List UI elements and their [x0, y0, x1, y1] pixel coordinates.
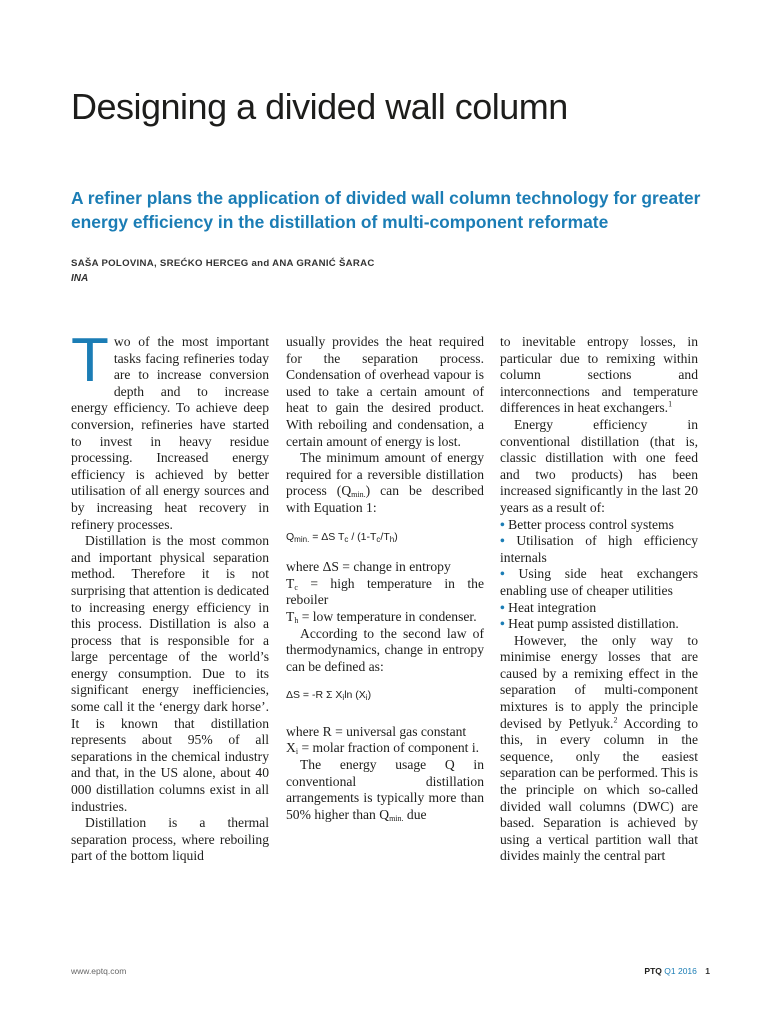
subscript: h — [389, 534, 395, 544]
bullet-icon: • — [500, 616, 505, 632]
bullet-item — [500, 600, 698, 617]
bullet-text: Heat integration — [508, 599, 597, 615]
definition-text: = high temperature in the reboiler — [286, 575, 484, 608]
bullet-icon: • — [500, 533, 505, 549]
eq-term: Q — [286, 530, 295, 543]
eq-term: /T — [380, 530, 390, 543]
article-title: Designing a divided wall column — [71, 86, 568, 127]
subscript: c — [376, 534, 381, 544]
bullet-item — [500, 533, 698, 566]
bullet-text: Utilisation of high efficiency internals — [500, 533, 698, 565]
bullet-icon: • — [500, 566, 505, 582]
paragraph: Energy efficiency in conventional distillation (that is, classic distillation with one feed and two products) has been increased significantly in the last 20 years as a result of: — [500, 416, 698, 515]
paragraph-intro — [71, 326, 269, 533]
paragraph-text: The energy usage Q in conventional distillation arrangements is typically more than 50% higher than Q — [286, 757, 484, 822]
drop-cap: T — [71, 326, 109, 395]
article-standfirst: A refiner plans the application of divided wall column technology for greater energy efficiency in the distillation of multi-component reformate — [71, 188, 701, 232]
subscript: h — [294, 615, 299, 625]
paragraph — [500, 633, 698, 865]
body-column-1 — [71, 326, 269, 865]
subscript: min. — [294, 534, 310, 544]
bullet-item — [500, 517, 698, 534]
reference-superscript: 2 — [613, 715, 618, 725]
paragraph-text: The minimum amount of energy required for a reversible distillation process (Q — [286, 450, 484, 499]
definition-text: = molar fraction of component i. — [298, 740, 479, 756]
subscript: c — [294, 582, 298, 592]
eq-term: / (1-T — [348, 530, 377, 543]
subscript: i — [342, 693, 345, 703]
definition: where ΔS = change in entropy — [286, 559, 451, 575]
paragraph — [286, 757, 484, 823]
paragraph — [500, 334, 698, 417]
body-column-3 — [500, 334, 698, 865]
equation-2 — [286, 687, 484, 704]
paragraph-text: ) can be described with Equation 1: — [286, 483, 484, 515]
subscript: c — [344, 534, 349, 544]
publication-name: PTQ — [644, 966, 662, 976]
definition — [286, 576, 484, 609]
paragraph-text: However, the only way to minimise energy losses that are caused by a remixing effect in the separation of multi-component mixtures is to apply the principle devised by Petlyuk. — [500, 632, 698, 731]
eq-term: ) — [394, 530, 398, 543]
author-affiliation: INA — [71, 273, 89, 284]
definition — [286, 609, 484, 626]
footer-website: www.eptq.com — [71, 966, 127, 976]
symbol: T — [286, 608, 295, 624]
body-column-2 — [286, 334, 484, 823]
definition: where R = universal gas constant — [286, 723, 467, 739]
bullet-item — [500, 616, 698, 633]
subscript: min. — [351, 490, 366, 500]
paragraph — [286, 450, 484, 516]
paragraph-text: to inevitable entropy losses, in particular due to remixing within column sections and interconnections and temperature differences in heat exchangers. — [500, 334, 698, 416]
reference-superscript: 1 — [668, 399, 673, 409]
bullet-icon: • — [500, 599, 505, 615]
paragraph-text: According to this, in every column in the sequence, only the easiest separation can be performed. This is the principle on which so-called divided wall columns (DWC) are based. Separation is achieved by using a vertical partition wall that divides mainly the central part — [500, 715, 699, 864]
paragraph: Distillation is a thermal separation process, where reboiling part of the bottom liquid — [71, 815, 269, 864]
bullet-icon: • — [500, 516, 505, 532]
paragraph-text: wo of the most important tasks facing refineries today are to increase conversion depth and to increase energy efficiency. To achieve deep conversion, refineries have started to invest in heavy residue processing. Increased energy efficiency is achieved by better utilisation of all energy sources and by increasing heat recovery in refinery processes. — [71, 334, 269, 532]
eq-term: = ΔS T — [309, 530, 345, 543]
issue-label: Q1 2016 — [664, 966, 697, 976]
equation-1 — [286, 529, 484, 546]
symbol: T — [286, 575, 295, 591]
footer-issue — [644, 966, 710, 976]
paragraph: usually provides the heat required for the separation process. Condensation of overhead vapour is used to take a certain amount of heat to gain the desired product. With reboiling and condensation, a certain amount of energy is lost. — [286, 334, 484, 449]
bullet-item — [500, 566, 698, 599]
paragraph: Distillation is the most common and important physical separation method. Therefore it is not surprising that attention is dedicated to increasing energy efficiency in this process. Distillation is also a process that is responsible for a large percentage of the world’s energy consumption. Due to its significant energy inefficiencies, some call it the ‘energy dark horse’. It is known that distillation represents about 95% of all separations in the chemical industry and that, in the US alone, about 40 000 distillation columns exist in all industries. — [71, 533, 269, 814]
bullet-text: Heat pump assisted distillation. — [508, 616, 679, 632]
eq-term: ΔS = -R Σ X — [286, 689, 343, 702]
eq-term: ln (X — [344, 689, 366, 702]
eq-term: ) — [367, 689, 372, 702]
paragraph-text: due — [403, 806, 427, 822]
article-authors: SAŠA POLOVINA, SREĆKO HERCEG and ANA GRANIĆ ŠARAC — [71, 258, 375, 269]
paragraph: According to the second law of thermodynamics, change in entropy can be defined as: — [286, 625, 484, 674]
subscript: i — [365, 693, 368, 703]
bullet-text: Using side heat exchangers enabling use of cheaper utilities — [500, 566, 698, 598]
definition-text: = low temperature in condenser. — [298, 608, 477, 624]
page-number: 1 — [705, 966, 710, 976]
symbol: X — [286, 740, 296, 756]
subscript: i — [295, 747, 299, 757]
subscript: min. — [389, 813, 404, 823]
definition — [286, 740, 484, 757]
bullet-text: Better process control systems — [508, 516, 674, 532]
